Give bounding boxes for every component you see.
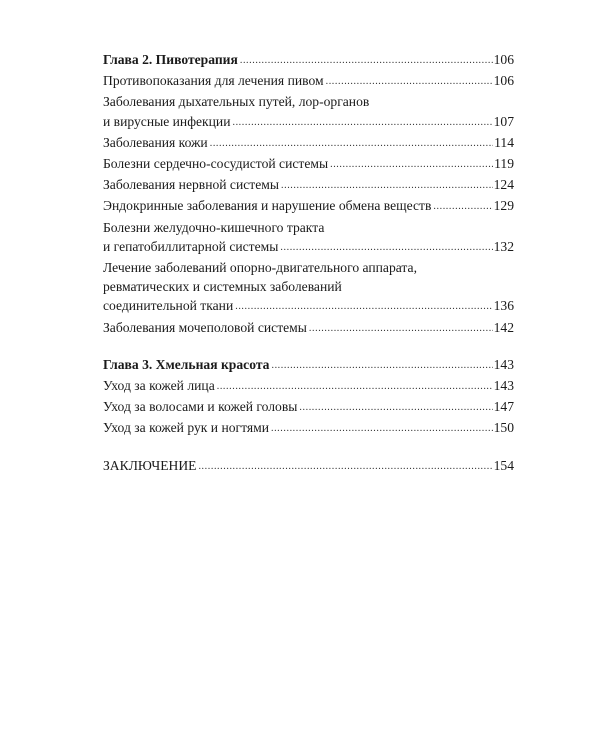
page-number: 106 xyxy=(493,73,514,89)
toc-entry[interactable] xyxy=(103,175,514,196)
dot-leader xyxy=(280,238,492,257)
dot-leader xyxy=(309,319,493,338)
dot-leader xyxy=(240,51,493,70)
page-number: 114 xyxy=(494,134,514,150)
page-number: 143 xyxy=(493,356,514,372)
page-number: 106 xyxy=(493,52,514,67)
entry-title: ЗАКЛЮЧЕНИЕ xyxy=(103,457,197,473)
entry-title: соединительной ткани xyxy=(103,298,234,314)
page-number: 147 xyxy=(493,399,514,415)
toc-group-conclusion xyxy=(103,456,514,477)
page-number: 132 xyxy=(493,238,514,254)
toc-entry[interactable] xyxy=(103,258,514,318)
toc-entry[interactable] xyxy=(103,218,514,258)
entry-title: Уход за волосами и кожей головы xyxy=(103,399,298,415)
dot-leader xyxy=(433,197,492,216)
dot-leader xyxy=(232,113,492,132)
entry-title-line: Заболевания дыхательных путей, лор-органов xyxy=(103,94,370,110)
dot-leader xyxy=(217,377,493,396)
page-number: 119 xyxy=(494,156,514,172)
toc-entry[interactable] xyxy=(103,196,514,217)
chapter-heading[interactable] xyxy=(103,355,514,376)
entry-title-line: ревматических и системных заболеваний xyxy=(103,279,342,295)
toc-entry[interactable] xyxy=(103,318,514,339)
page-number: 142 xyxy=(493,319,514,335)
dot-leader xyxy=(299,398,492,417)
page-number: 107 xyxy=(493,113,514,129)
page-number: 124 xyxy=(493,177,514,193)
toc-entry[interactable] xyxy=(103,133,514,154)
chapter-title: Глава 3. Хмельная красота xyxy=(103,356,270,372)
page-number: 129 xyxy=(493,198,514,214)
chapter-title: Глава 2. Пивотерапия xyxy=(103,52,238,67)
toc-entry[interactable] xyxy=(103,71,514,92)
entry-title: Болезни сердечно-сосудистой системы xyxy=(103,156,329,172)
entry-title: и гепатобиллитарной системы xyxy=(103,238,279,254)
dot-leader xyxy=(271,419,493,438)
dot-leader xyxy=(271,356,492,375)
toc-entry[interactable] xyxy=(103,376,514,397)
toc-entry[interactable] xyxy=(103,397,514,418)
dot-leader xyxy=(235,297,492,316)
entry-title: Уход за кожей лица xyxy=(103,378,215,394)
entry-title: Уход за кожей рук и ногтями xyxy=(103,420,269,436)
page-number: 143 xyxy=(493,378,514,394)
entry-title: Заболевания кожи xyxy=(103,134,208,150)
dot-leader xyxy=(326,72,493,91)
entry-title: Заболевания мочеполовой системы xyxy=(103,319,307,335)
entry-title-line: Болезни желудочно-кишечного тракта xyxy=(103,219,325,235)
page-number: 136 xyxy=(493,298,514,314)
page-number: 150 xyxy=(493,420,514,436)
toc-entry[interactable] xyxy=(103,154,514,175)
toc-entry[interactable] xyxy=(103,92,514,132)
toc-entry-conclusion[interactable] xyxy=(103,456,514,477)
chapter-heading[interactable] xyxy=(103,50,514,71)
dot-leader xyxy=(198,457,492,476)
toc-group-chapter-2 xyxy=(103,50,514,339)
dot-leader xyxy=(210,134,493,153)
page-number: 154 xyxy=(493,457,514,473)
entry-title: и вирусные инфекции xyxy=(103,113,231,129)
entry-title: Заболевания нервной системы xyxy=(103,177,279,193)
entry-title-line: Лечение заболеваний опорно-двигательного аппарата, xyxy=(103,260,417,276)
toc-entry[interactable] xyxy=(103,418,514,439)
entry-title: Эндокринные заболевания и нарушение обмена веществ xyxy=(103,198,432,214)
toc-group-chapter-3 xyxy=(103,355,514,440)
dot-leader xyxy=(330,155,493,174)
entry-title: Противопоказания для лечения пивом xyxy=(103,73,324,89)
table-of-contents xyxy=(103,50,514,477)
dot-leader xyxy=(281,176,493,195)
